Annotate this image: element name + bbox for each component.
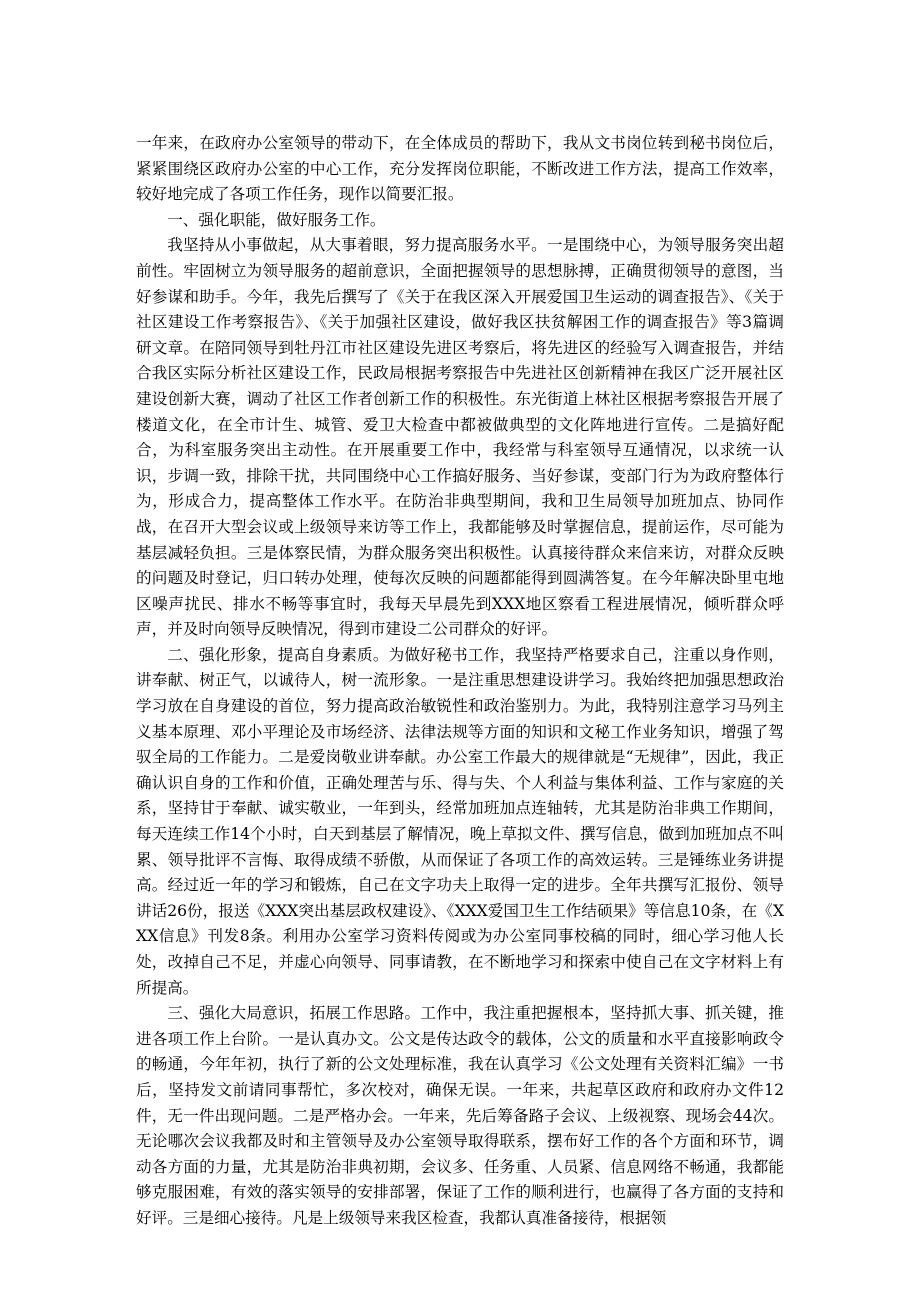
body-paragraph-1: 我坚持从小事做起，从大事着眼，努力提高服务水平。一是围绕中心，为领导服务突出超前性。牢固树立为领导服务的超前意识，全面把握领导的思想脉搏，正确贯彻领导的意图，当好参谋和助手。今年，我先后撰写了《关于在我区深入开展爱国卫生运动的调查报告》、《关于社区建设工作考察报告》、《关于加强社区建设，做好我区扶贫解困工作的调查报告》等3篇调研文章。在陪同领导到牡丹江市社区建设先进区考察后，将先进区的经验写入调查报告，并结合我区实际分析社区建设工作，民政局根据考察报告中先进社区创新精神在我区广泛开展社区建设创新大赛，调动了社区工作者创新工作的积极性。东光街道上林社区根据考察报告开展了楼道文化，在全市计生、城管、爱卫大检查中都被做典型的文化阵地进行宣传。二是搞好配合，为科室服务突出主动性。在开展重要工作中，我经常与科室领导互通情况，以求统一认识，步调一致，排除干扰，共同围绕中心工作搞好服务、当好参谋，变部门行为为政府整体行为，形成合力，提高整体工作水平。在防治非典型期间，我和卫生局领导加班加点、协同作战，在召开大型会议或上级领导来访等工作上，我都能够及时掌握信息，提前运作，尽可能为基层减轻负担。三是体察民情，为群众服务突出积极性。认真接待群众来信来访，对群众反映的问题及时登记，归口转办处理，使每次反映的问题都能得到圆满答复。在今年解决卧里屯地区噪声扰民、排水不畅等事宜时，我每天早晨先到XXX地区察看工程进展情况，倾听群众呼声，并及时向领导反映情况，得到市建设二公司群众的好评。 [136, 236, 784, 639]
document-body [136, 131, 784, 1232]
body-paragraph-2: 二、强化形象，提高自身素质。为做好秘书工作，我坚持严格要求自己，注重以身作则，讲奉献、树正气，以诚待人，树一流形象。一是注重思想建设讲学习。我始终把加强思想政治学习放在自身建设的首位，努力提高政治敏锐性和政治鉴别力。为此，我特别注意学习马列主义基本原理、邓小平理论及市场经济、法律法规等方面的知识和文秘工作业务知识，增强了驾驭全局的工作能力。二是爱岗敬业讲奉献。办公室工作最大的规律就是“无规律”，因此，我正确认识自身的工作和价值，正确处理苦与乐、得与失、个人利益与集体利益、工作与家庭的关系，坚持甘于奉献、诚实敬业，一年到头，经常加班加点连轴转，尤其是防治非典工作期间，每天连续工作14个小时，白天到基层了解情况，晚上草拟文件、撰写信息，做到加班加点不叫累、领导批评不言悔、取得成绩不骄傲，从而保证了各项工作的高效运转。三是锤练业务讲提高。经过近一年的学习和锻炼，自己在文字功夫上取得一定的进步。全年共撰写汇报份、领导讲话26份，报送《XXX突出基层政权建设》、《XXX爱国卫生工作结硕果》等信息10条，在《XXX信息》刊发8条。利用办公室学习资料传阅或为办公室同事校稿的同时，细心学习他人长处，改掉自己不足，并虚心向领导、同事请教，在不断地学习和探索中使自己在文字材料上有所提高。 [136, 645, 784, 997]
section-heading-1: 一、强化职能，做好服务工作。 [167, 210, 386, 229]
body-paragraph-3: 三、强化大局意识，拓展工作思路。工作中，我注重把握根本，坚持抓大事、抓关键，推进各项工作上台阶。一是认真办文。公文是传达政令的载体，公文的质量和水平直接影响政令的畅通，今年年初，执行了新的公文处理标准，我在认真学习《公文处理有关资料汇编》一书后，坚持发文前请同事帮忙，多次校对，确保无误。一年来，共起草区政府和政府办文件12件，无一件出现问题。二是严格办会。一年来，先后筹备路子会议、上级视察、现场会44次。无论哪次会议我都及时和主管领导及办公室领导取得联系，摆布好工作的各个方面和环节，调动各方面的力量，尤其是防治非典初期，会议多、任务重、人员紧、信息网络不畅通，我都能够克服困难，有效的落实领导的安排部署，保证了工作的顺利进行，也赢得了各方面的支持和好评。三是细心接待。凡是上级领导来我区检查，我都认真准备接待，根据领 [136, 1004, 784, 1227]
intro-paragraph: 一年来，在政府办公室领导的带动下，在全体成员的帮助下，我从文书岗位转到秘书岗位后，紧紧围绕区政府办公室的中心工作，充分发挥岗位职能，不断改进工作方法，提高工作效率，较好地完成了各项工作任务，现作以简要汇报。 [136, 134, 784, 204]
